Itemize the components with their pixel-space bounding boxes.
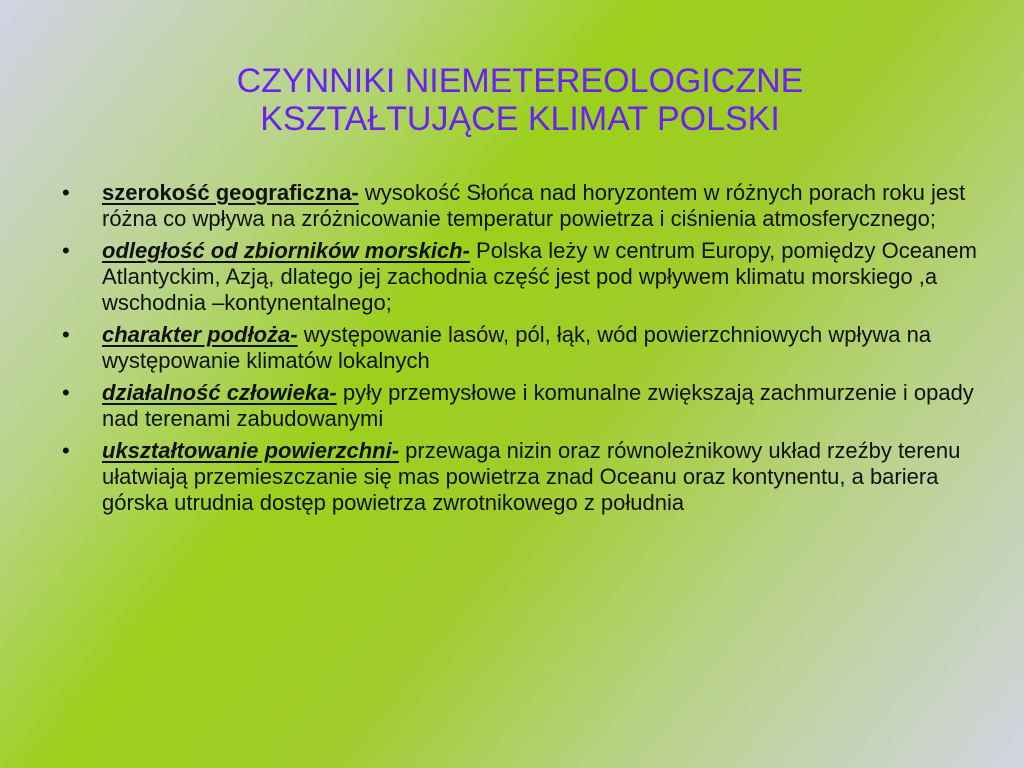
slide-title-line-1: CZYNNIKI NIEMETEREOLOGICZNE [236,62,804,100]
bullet-term: ukształtowanie powierzchni- [102,438,400,463]
bullet-icon: • [62,180,70,205]
bullet-item-sea-distance [62,238,977,316]
bullet-term: działalność człowieka- [102,380,337,405]
bullet-text: pyły przemysłowe i komunalne zwiększają zachmurzenie i opady nad terenami zabudowanymi [102,380,974,431]
bullet-item-relief [62,438,977,516]
bullet-term: charakter podłoża- [102,322,298,347]
bullet-icon: • [62,438,70,463]
bullet-text: przewaga nizin oraz równoleżnikowy układ rzeźby terenu ułatwiają przemieszczanie się mas powietrza znad Oceanu oraz kontynentu, a bariera górska utrudnia dostęp powietrza zwrotnikowego z południa [102,438,961,515]
bullet-text: występowanie lasów, pól, łąk, wód powierzchniowych wpływa na występowanie klimatów lokalnych [102,322,932,373]
bullet-item-human-activity [62,380,977,432]
bullet-icon: • [62,322,70,347]
bullet-term: szerokość geograficzna- [102,180,359,205]
bullet-term: odległość od zbiorników morskich- [102,238,470,263]
bullet-text: wysokość Słońca nad horyzontem w różnych porach roku jest różna co wpływa na zróżnicowanie temperatur powietrza i ciśnienia atmosferycznego; [102,180,966,231]
bullet-list [62,180,977,522]
slide-title [150,62,890,138]
bullet-text: Polska leży w centrum Europy, pomiędzy Oceanem Atlantyckim, Azją, dlatego jej zachodnia część jest pod wpływem klimatu morskiego ,a wschodnia –kontynentalnego; [102,238,977,315]
bullet-icon: • [62,380,70,405]
slide-title-line-2: KSZTAŁTUJĄCE KLIMAT POLSKI [260,100,780,138]
bullet-item-ground-type [62,322,977,374]
bullet-icon: • [62,238,70,263]
bullet-item-latitude [62,180,977,232]
